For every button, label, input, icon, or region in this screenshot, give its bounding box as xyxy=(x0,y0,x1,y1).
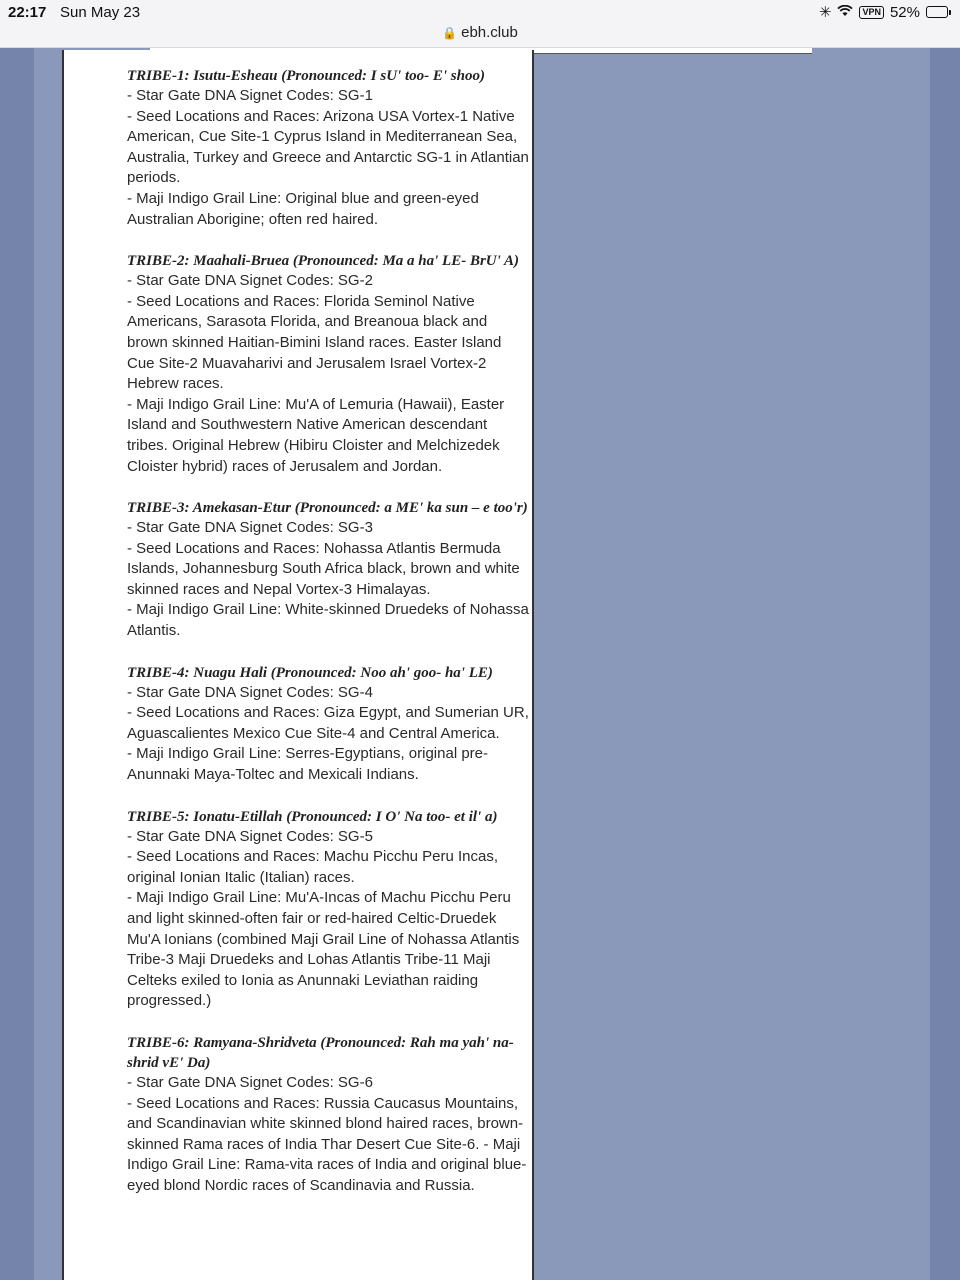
tribe-line: - Seed Locations and Races: Russia Caucasus Mountains, and Scandinavian white skinned blond haired races, brown-skinned Rama races of India Thar Desert Cue Site-6. - Maji Indigo Grail Line: Rama-vita races of India and original blue-eyed blond Nordic races of Scandinavia and Russia. xyxy=(127,1094,527,1194)
tribe-line: - Maji Indigo Grail Line: Original blue and green-eyed Australian Aborigine; often red haired. xyxy=(127,189,479,228)
tribe-line: - Seed Locations and Races: Machu Picchu Peru Incas, original Ionian Italic (Italian) races. xyxy=(127,848,499,886)
tribe-line: - Maji Indigo Grail Line: Mu'A of Lemuria (Hawaii), Easter Island and Southwestern Native American descendant tribes. Original Hebrew (Hibiru Cloister and Melchizedek Cloister hybrid) races of Jerusalem and Jordan. xyxy=(127,395,505,475)
tribe-title: TRIBE-4: Nuagu Hali (Pronounced: Noo ah' goo- ha' LE) xyxy=(127,664,493,681)
tribe-section-5 xyxy=(127,807,532,1012)
tribe-line: - Maji Indigo Grail Line: Mu'A-Incas of Machu Picchu Peru and light skinned-often fair or red-haired Celtic-Druedek Mu'A Ionians (combined Maji Grail Line of Nohassa Atlantis Tribe-3 Maji Druedeks and Lohas Atlantis Tribe-11 Maji Celteks exiled to Ionia as Anunnaki Leviathan raiding progressed.) xyxy=(127,889,520,1010)
tribe-line: - Star Gate DNA Signet Codes: SG-6 xyxy=(127,1073,373,1091)
tribe-line: - Star Gate DNA Signet Codes: SG-2 xyxy=(127,272,373,290)
status-date: Sun May 23 xyxy=(60,4,141,21)
tribe-title: TRIBE-5: Ionatu-Etillah (Pronounced: I O' Na too- et il' a) xyxy=(127,808,498,825)
url-bar[interactable] xyxy=(0,24,960,41)
tribe-section-4 xyxy=(127,663,532,786)
tribe-line: - Star Gate DNA Signet Codes: SG-1 xyxy=(127,87,373,104)
tribe-line: - Star Gate DNA Signet Codes: SG-3 xyxy=(127,519,373,537)
tribe-section-1 xyxy=(127,66,532,230)
tribe-line: - Seed Locations and Races: Arizona USA Vortex-1 Native American, Cue Site-1 Cyprus Island in Mediterranean Sea, Australia, Turkey and Greece and Antarctic SG-1 in Atlantian periods. xyxy=(127,107,529,187)
tribe-title: TRIBE-6: Ramyana-Shridveta (Pronounced: Rah ma yah' na-shrid vE' Da) xyxy=(127,1034,514,1071)
tribe-line: - Star Gate DNA Signet Codes: SG-4 xyxy=(127,683,373,701)
tribe-line: - Seed Locations and Races: Giza Egypt, and Sumerian UR, Aguascalientes Mexico Cue Site-4 and Central America. xyxy=(127,704,529,742)
tribe-line: - Maji Indigo Grail Line: Serres-Egyptians, original pre-Anunnaki Maya-Toltec and Mexicali Indians. xyxy=(127,745,488,784)
left-gutter xyxy=(0,48,34,1280)
status-time: 22:17 xyxy=(8,4,47,21)
lock-icon: 🔒 xyxy=(442,26,458,40)
status-bar xyxy=(0,0,960,48)
document-page[interactable] xyxy=(62,50,534,1280)
url-text: ebh.club xyxy=(461,24,518,41)
tribe-title: TRIBE-3: Amekasan-Etur (Pronounced: a ME' ka sun – e too'r) xyxy=(127,500,528,517)
loading-spinner-icon: ✳ xyxy=(818,4,832,21)
tribe-line: - Seed Locations and Races: Nohassa Atlantis Bermuda Islands, Johannesburg South Africa black, brown and white skinned races and Nepal Vortex-3 Himalayas. xyxy=(127,539,520,598)
tribe-section-3 xyxy=(127,498,532,642)
tribe-title: TRIBE-2: Maahali-Bruea (Pronounced: Ma a ha' LE- BrU' A) xyxy=(127,253,519,270)
tribe-line: - Seed Locations and Races: Florida Seminol Native Americans, Sarasota Florida, and Breanoua black and brown skinned Haitian-Bimini Island races. Easter Island Cue Site-2 Muavaharivi and Jerusalem Israel Vortex-2 Hebrew races. xyxy=(127,292,502,393)
tribe-section-6 xyxy=(127,1033,532,1197)
tribe-line: - Maji Indigo Grail Line: White-skinned Druedeks of Nohassa Atlantis. xyxy=(127,601,529,640)
status-indicators xyxy=(819,3,948,21)
battery-icon xyxy=(926,6,948,18)
battery-percent: 52% xyxy=(889,3,920,21)
tribe-section-2 xyxy=(127,251,532,477)
vpn-badge: VPN xyxy=(859,6,884,19)
tribe-title: TRIBE-1: Isutu-Esheau (Pronounced: I sU' too- E' shoo) xyxy=(127,68,485,84)
wifi-icon xyxy=(837,4,853,21)
right-gutter xyxy=(930,48,960,1280)
tribe-line: - Star Gate DNA Signet Codes: SG-5 xyxy=(127,827,373,845)
